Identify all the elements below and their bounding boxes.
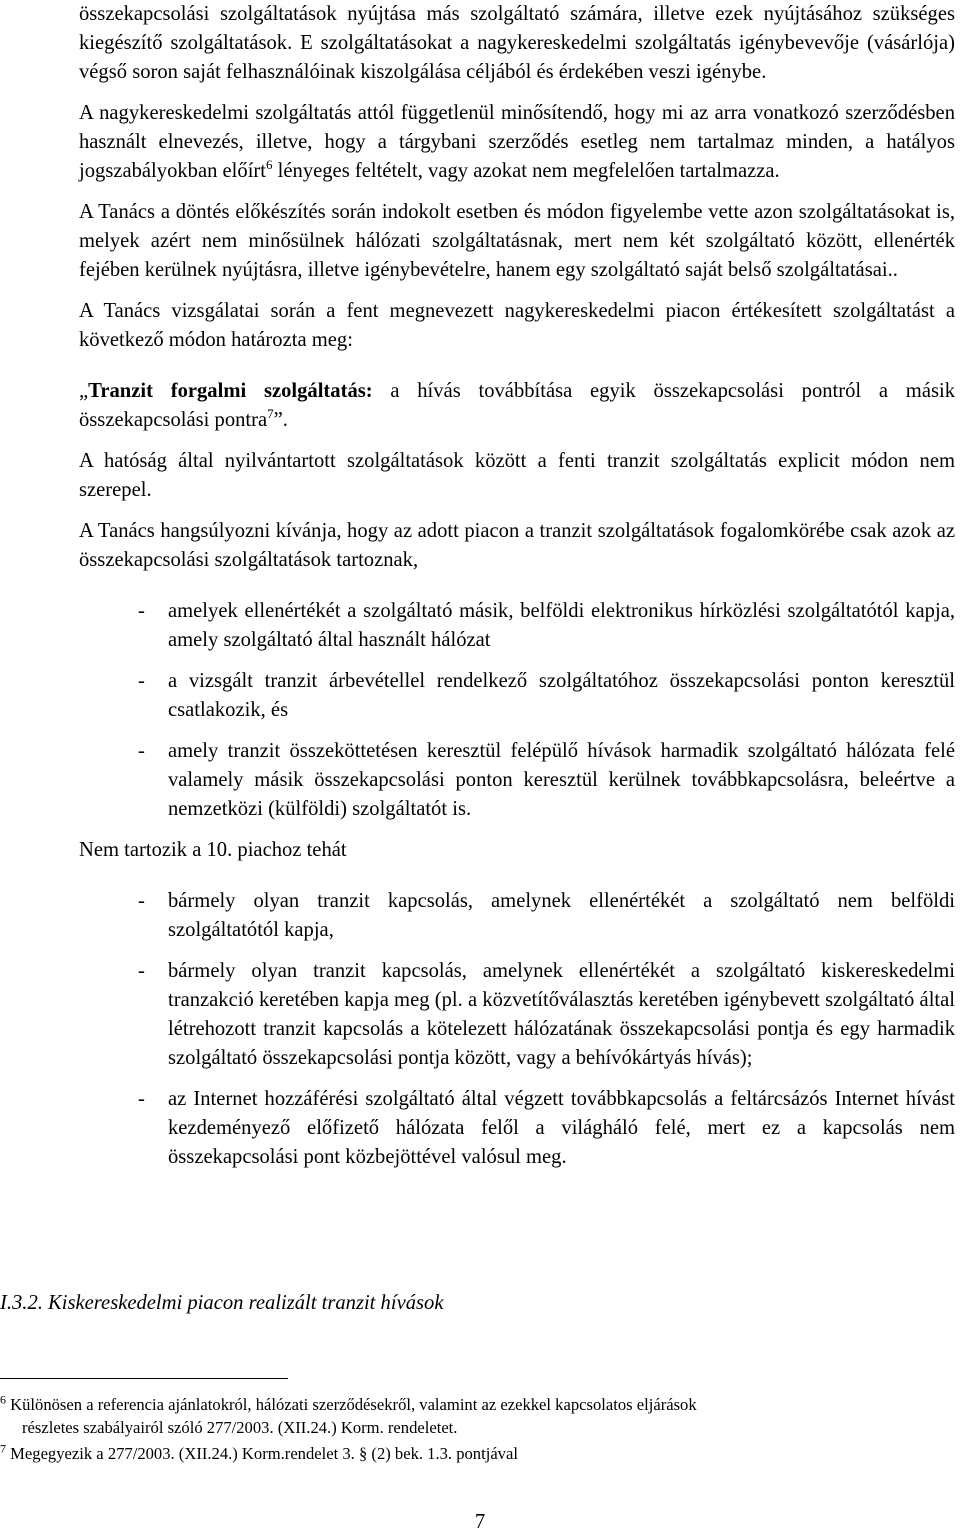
section-heading: I.3.2. Kiskereskedelmi piacon realizált tranzit hívások — [0, 1292, 444, 1314]
definition-term: Tranzit forgalmi szolgáltatás: — [88, 380, 373, 402]
footnote-text: Megegyezik a 277/2003. (XII.24.) Korm.rendelet 3. § (2) bek. 1.3. pontjával — [6, 1444, 518, 1463]
open-quote: „ — [79, 380, 89, 402]
paragraph-intro: összekapcsolási szolgáltatások nyújtása más szolgáltató számára, illetve ezek nyújtásához szükséges kiegészítő szolgáltatások. E szolgáltatásokat a nagykereskedelmi szolgáltatás igénybevevője (vásárlója) végső soron saját felhasználóinak kiszolgálása céljából és érdekében veszi igénybe. — [79, 3, 955, 83]
list-item-text: bármely olyan tranzit kapcsolás, amelynek ellenértékét a szolgáltató kiskereskedelmi tranzakció keretében kapja meg (pl. a közvetítőválasztás keretében igénybevett szolgáltató által létrehozott tranzit kapcsolás a kötelezett hálózatának összekapcsolási pontja és egy harmadik szolgáltató összekapcsolási pontja között, vagy a behívókártyás hívás); — [168, 960, 955, 1069]
paragraph-tanacs-dontes: A Tanács a döntés előkészítés során indokolt esetben és módon figyelembe vette azon szolgáltatásokat is, melyek azért nem minősülnek hálózati szolgáltatásnak, mert nem két szolgáltató között, ellenérték fejében kerülnek nyújtásra, illetve igénybevételre, hanem egy szolgáltató saját belső szolgáltatásai.. — [79, 201, 955, 281]
footnote-text: Különösen a referencia ajánlatokról, hálózati szerződésekről, valamint az ezekkel kapcsolatos eljárások — [6, 1395, 697, 1414]
paragraph-text: lényeges feltételt, vagy azokat nem megfelelően tartalmazza. — [272, 160, 780, 182]
list-dash: - — [138, 960, 145, 982]
list-item — [79, 1085, 955, 1172]
list-dash: - — [138, 1088, 145, 1110]
paragraph-nagykereskedelmi — [79, 99, 955, 186]
footnote-number: 6 — [0, 1392, 6, 1407]
footnote-ref-6[interactable]: 6 — [266, 157, 273, 173]
list-item — [79, 887, 955, 945]
list-item — [79, 597, 955, 655]
list-dash: - — [138, 670, 145, 692]
footnote-line — [0, 1393, 930, 1416]
list-item-text: bármely olyan tranzit kapcsolás, amelynek ellenértékét a szolgáltató nem belföldi szolgáltatótól kapja, — [168, 890, 955, 941]
footnote-line: részletes szabályairól szóló 277/2003. (XII.24.) Korm. rendeletet. — [22, 1418, 458, 1437]
list-item-text: amelyek ellenértékét a szolgáltató másik, belföldi elektronikus hírközlési szolgáltatótól kapja, amely szolgáltató által használt hálózat — [168, 600, 955, 651]
paragraph-text: A nagykereskedelmi szolgáltatás attól függetlenül minősítendő, hogy mi az arra vonatkozó szerződésben használt elnevezés, illetve, hogy a tárgybani szerződés esetleg nem tartalmaz minden, a hatályos jogszabályokban előírt — [79, 102, 955, 182]
page-number: 7 — [474, 1511, 486, 1533]
paragraph-hangsulyozni: A Tanács hangsúlyozni kívánja, hogy az adott piacon a tranzit szolgáltatások fogalomkörébe csak azok az összekapcsolási szolgáltatások tartoznak, — [79, 520, 955, 571]
definition-tranzit — [79, 377, 955, 435]
list-item — [79, 667, 955, 725]
inclusion-list — [79, 597, 955, 824]
definition-text: a hívás továbbítása egyik összekapcsolási pontról a másik összekapcsolási pontra — [79, 380, 955, 431]
list-item-text: az Internet hozzáférési szolgáltató által végzett továbbkapcsolás a feltárcsázós Internet hívást kezdeményező előfizető hálózata felől a világháló felé, mert ez a kapcsolás nem összekapcsolási pont közbejöttével valósul meg. — [168, 1088, 955, 1168]
footnote-ref-7[interactable]: 7 — [267, 406, 274, 422]
list-item — [79, 737, 955, 824]
list-dash: - — [138, 600, 145, 622]
paragraph-tanacs-vizsgalat: A Tanács vizsgálatai során a fent megnevezett nagykereskedelmi piacon értékesített szolgáltatást a következő módon határozta meg: — [79, 300, 955, 351]
footnote-number: 7 — [0, 1441, 6, 1456]
list-item-text: amely tranzit összeköttetésen keresztül felépülő hívások harmadik szolgáltató hálózata felé valamely másik összekapcsolási ponton keresztül kerülnek továbbkapcsolásra, beleértve a nemzetközi (külföldi) szolgáltatót is. — [168, 740, 955, 820]
footnote-7 — [0, 1442, 930, 1465]
list-dash: - — [138, 890, 145, 912]
paragraph-nem-tartozik: Nem tartozik a 10. piachoz tehát — [79, 839, 347, 861]
main-text — [79, 0, 955, 1184]
footnote-divider — [0, 1378, 288, 1379]
close-quote: ”. — [273, 409, 288, 431]
exclusion-list — [79, 887, 955, 1172]
list-item — [79, 957, 955, 1073]
list-item-text: a vizsgált tranzit árbevétellel rendelkező szolgáltatóhoz összekapcsolási ponton keresztül csatlakozik, és — [168, 670, 955, 721]
list-dash: - — [138, 740, 145, 762]
footnote-6 — [0, 1393, 930, 1439]
paragraph-hatosag: A hatóság által nyilvántartott szolgáltatások között a fenti tranzit szolgáltatás explicit módon nem szerepel. — [79, 450, 955, 501]
